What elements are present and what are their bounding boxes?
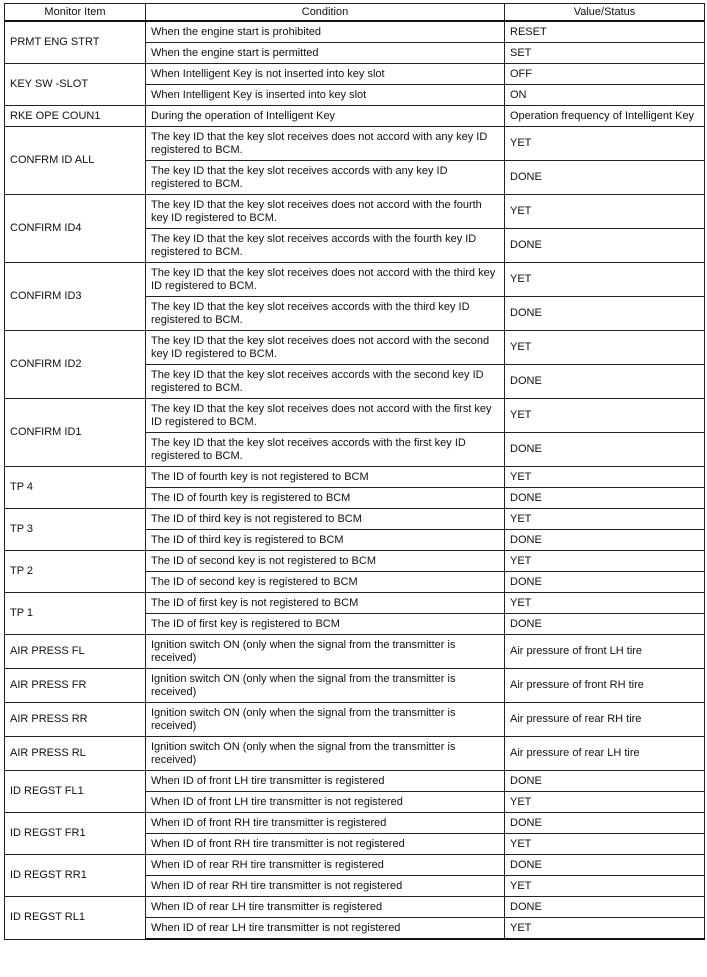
condition-cell: The ID of second key is registered to BCM: [146, 572, 505, 593]
value-status-cell: Air pressure of front RH tire: [505, 669, 705, 703]
condition-cell: The ID of first key is not registered to BCM: [146, 593, 505, 614]
condition-cell: When ID of rear RH tire transmitter is registered: [146, 855, 505, 876]
monitor-item-cell: KEY SW -SLOT: [5, 64, 146, 106]
condition-cell: The key ID that the key slot receives does not accord with the first key ID registered to BCM.: [146, 399, 505, 433]
table-row: [5, 593, 705, 614]
value-status-cell: DONE: [505, 897, 705, 918]
value-status-cell: RESET: [505, 21, 705, 43]
value-status-cell: Operation frequency of Intelligent Key: [505, 106, 705, 127]
table-row: [5, 771, 705, 792]
condition-cell: Ignition switch ON (only when the signal from the transmitter is received): [146, 635, 505, 669]
table-row: [5, 813, 705, 834]
header-monitor-item: Monitor Item: [5, 4, 146, 22]
condition-cell: The key ID that the key slot receives does not accord with any key ID registered to BCM.: [146, 127, 505, 161]
condition-cell: When the engine start is permitted: [146, 43, 505, 64]
condition-cell: The key ID that the key slot receives does not accord with the second key ID registered to BCM.: [146, 331, 505, 365]
condition-cell: During the operation of Intelligent Key: [146, 106, 505, 127]
monitor-item-cell: ID REGST RL1: [5, 897, 146, 940]
monitor-item-cell: AIR PRESS FL: [5, 635, 146, 669]
monitor-item-cell: ID REGST RR1: [5, 855, 146, 897]
condition-cell: The ID of fourth key is registered to BCM: [146, 488, 505, 509]
header-condition: Condition: [146, 4, 505, 22]
table-row: [5, 64, 705, 85]
monitor-item-cell: AIR PRESS RL: [5, 737, 146, 771]
value-status-cell: YET: [505, 551, 705, 572]
value-status-cell: YET: [505, 467, 705, 488]
value-status-cell: DONE: [505, 433, 705, 467]
value-status-cell: ON: [505, 85, 705, 106]
value-status-cell: DONE: [505, 771, 705, 792]
value-status-cell: DONE: [505, 365, 705, 399]
value-status-cell: YET: [505, 834, 705, 855]
table-row: [5, 669, 705, 703]
value-status-cell: YET: [505, 331, 705, 365]
table-row: [5, 897, 705, 918]
monitor-item-cell: AIR PRESS RR: [5, 703, 146, 737]
table-row: [5, 467, 705, 488]
table-row: [5, 703, 705, 737]
monitor-item-cell: TP 1: [5, 593, 146, 635]
value-status-cell: DONE: [505, 161, 705, 195]
value-status-cell: YET: [505, 593, 705, 614]
table-body: [5, 21, 705, 939]
monitor-item-cell: CONFIRM ID4: [5, 195, 146, 263]
condition-cell: The ID of first key is registered to BCM: [146, 614, 505, 635]
value-status-cell: DONE: [505, 488, 705, 509]
table-row: [5, 855, 705, 876]
monitor-item-cell: TP 4: [5, 467, 146, 509]
condition-cell: The key ID that the key slot receives accords with the second key ID registered to BCM.: [146, 365, 505, 399]
value-status-cell: DONE: [505, 614, 705, 635]
condition-cell: The ID of fourth key is not registered to BCM: [146, 467, 505, 488]
condition-cell: When ID of rear LH tire transmitter is registered: [146, 897, 505, 918]
condition-cell: Ignition switch ON (only when the signal from the transmitter is received): [146, 703, 505, 737]
monitor-item-cell: ID REGST FL1: [5, 771, 146, 813]
condition-cell: The key ID that the key slot receives accords with the fourth key ID registered to BCM.: [146, 229, 505, 263]
condition-cell: When Intelligent Key is inserted into key slot: [146, 85, 505, 106]
condition-cell: The key ID that the key slot receives accords with the third key ID registered to BCM.: [146, 297, 505, 331]
table-row: [5, 635, 705, 669]
table-row: [5, 195, 705, 229]
header-row: [5, 4, 705, 22]
condition-cell: When the engine start is prohibited: [146, 21, 505, 43]
monitor-item-cell: CONFIRM ID1: [5, 399, 146, 467]
condition-cell: When ID of front LH tire transmitter is registered: [146, 771, 505, 792]
value-status-cell: DONE: [505, 229, 705, 263]
table-row: [5, 737, 705, 771]
condition-cell: The key ID that the key slot receives accords with any key ID registered to BCM.: [146, 161, 505, 195]
condition-cell: When ID of rear LH tire transmitter is not registered: [146, 918, 505, 940]
value-status-cell: YET: [505, 918, 705, 940]
condition-cell: When Intelligent Key is not inserted into key slot: [146, 64, 505, 85]
value-status-cell: YET: [505, 876, 705, 897]
value-status-cell: Air pressure of front LH tire: [505, 635, 705, 669]
table-row: [5, 331, 705, 365]
condition-cell: The key ID that the key slot receives does not accord with the fourth key ID registered to BCM.: [146, 195, 505, 229]
condition-cell: The key ID that the key slot receives accords with the first key ID registered to BCM.: [146, 433, 505, 467]
value-status-cell: Air pressure of rear LH tire: [505, 737, 705, 771]
value-status-cell: YET: [505, 195, 705, 229]
condition-cell: The key ID that the key slot receives does not accord with the third key ID registered to BCM.: [146, 263, 505, 297]
condition-cell: The ID of third key is not registered to BCM: [146, 509, 505, 530]
condition-cell: Ignition switch ON (only when the signal from the transmitter is received): [146, 737, 505, 771]
value-status-cell: YET: [505, 509, 705, 530]
header-value-status: Value/Status: [505, 4, 705, 22]
monitor-item-cell: TP 2: [5, 551, 146, 593]
value-status-cell: DONE: [505, 572, 705, 593]
monitor-item-cell: ID REGST FR1: [5, 813, 146, 855]
condition-cell: When ID of front LH tire transmitter is not registered: [146, 792, 505, 813]
table-row: [5, 127, 705, 161]
value-status-cell: DONE: [505, 297, 705, 331]
condition-cell: When ID of rear RH tire transmitter is not registered: [146, 876, 505, 897]
condition-cell: The ID of third key is registered to BCM: [146, 530, 505, 551]
monitor-item-cell: TP 3: [5, 509, 146, 551]
value-status-cell: SET: [505, 43, 705, 64]
condition-cell: When ID of front RH tire transmitter is not registered: [146, 834, 505, 855]
monitor-item-cell: CONFIRM ID3: [5, 263, 146, 331]
monitor-item-cell: CONFRM ID ALL: [5, 127, 146, 195]
table-row: [5, 106, 705, 127]
value-status-cell: YET: [505, 399, 705, 433]
value-status-cell: DONE: [505, 813, 705, 834]
condition-cell: The ID of second key is not registered to BCM: [146, 551, 505, 572]
table-row: [5, 509, 705, 530]
condition-cell: When ID of front RH tire transmitter is registered: [146, 813, 505, 834]
value-status-cell: Air pressure of rear RH tire: [505, 703, 705, 737]
value-status-cell: YET: [505, 792, 705, 813]
table-row: [5, 551, 705, 572]
monitor-item-cell: PRMT ENG STRT: [5, 21, 146, 64]
value-status-cell: OFF: [505, 64, 705, 85]
value-status-cell: YET: [505, 127, 705, 161]
monitor-item-cell: RKE OPE COUN1: [5, 106, 146, 127]
condition-cell: Ignition switch ON (only when the signal from the transmitter is received): [146, 669, 505, 703]
table-row: [5, 21, 705, 43]
monitor-item-table: [4, 3, 705, 940]
table-row: [5, 399, 705, 433]
value-status-cell: YET: [505, 263, 705, 297]
monitor-item-cell: CONFIRM ID2: [5, 331, 146, 399]
value-status-cell: DONE: [505, 855, 705, 876]
value-status-cell: DONE: [505, 530, 705, 551]
table-row: [5, 263, 705, 297]
monitor-item-cell: AIR PRESS FR: [5, 669, 146, 703]
